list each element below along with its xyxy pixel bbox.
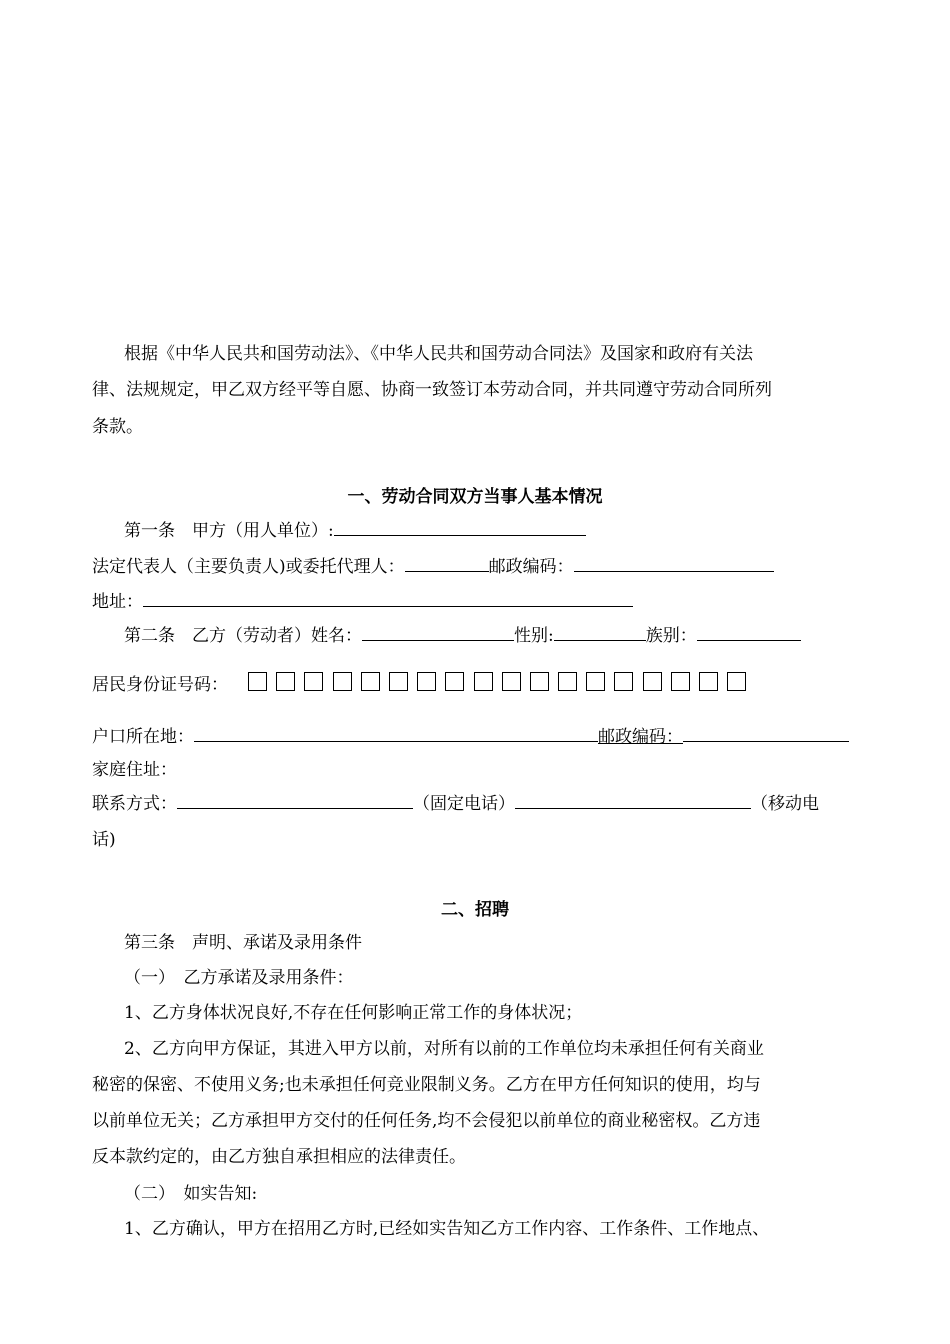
gender-label: 性别: <box>514 626 554 646</box>
contact-label: 联系方式： <box>92 794 177 814</box>
address-row <box>92 590 633 613</box>
id-digit-box[interactable] <box>474 672 493 691</box>
id-digit-box[interactable] <box>727 672 746 691</box>
item-2-line-3: 以前单位无关；乙方承担甲方交付的任何任务,均不会侵犯以前单位的商业秘密权。乙方违 <box>92 1111 761 1131</box>
id-digit-box[interactable] <box>417 672 436 691</box>
section-2-heading: 二、招聘 <box>441 900 509 920</box>
id-number-label: 居民身份证号码： <box>92 675 228 695</box>
mobile-phone-label: （移动电 <box>751 794 819 814</box>
postcode-2-blank[interactable] <box>683 725 849 742</box>
employee-name-blank[interactable] <box>362 624 514 641</box>
item-3: 1、乙方确认，甲方在招用乙方时,已经如实告知乙方工作内容、工作条件、工作地点、 <box>124 1219 770 1239</box>
article-2-label: 第二条 乙方（劳动者）姓名： <box>124 626 362 646</box>
id-digit-box[interactable] <box>586 672 605 691</box>
item-2-line-2: 秘密的保密、不使用义务;也未承担任何竞业限制义务。乙方在甲方任何知识的使用，均与 <box>92 1075 761 1095</box>
postcode-blank[interactable] <box>574 555 774 572</box>
article-1-label: 第一条 甲方（用人单位）: <box>124 521 334 541</box>
item-2-line-1: 2、乙方向甲方保证，其进入甲方以前，对所有以前的工作单位均未承担任何有关商业 <box>124 1039 764 1059</box>
id-digit-box[interactable] <box>558 672 577 691</box>
id-digit-box[interactable] <box>699 672 718 691</box>
section-1-heading: 一、劳动合同双方当事人基本情况 <box>347 487 603 507</box>
id-digit-box[interactable] <box>530 672 549 691</box>
hukou-blank[interactable] <box>194 725 598 742</box>
article-3: 第三条 声明、承诺及录用条件 <box>124 933 362 953</box>
legal-rep-blank[interactable] <box>405 555 489 572</box>
id-digit-box[interactable] <box>445 672 464 691</box>
id-digit-box[interactable] <box>643 672 662 691</box>
id-digit-box[interactable] <box>276 672 295 691</box>
address-label: 地址： <box>92 592 143 612</box>
id-digit-box[interactable] <box>614 672 633 691</box>
id-digit-box[interactable] <box>304 672 323 691</box>
legal-rep-row <box>92 555 774 578</box>
subsection-1: （一） 乙方承诺及录用条件： <box>124 968 354 988</box>
subsection-2: （二） 如实告知: <box>124 1184 258 1204</box>
id-digit-box[interactable] <box>248 672 267 691</box>
ethnicity-label: 族别： <box>645 626 697 646</box>
home-address-label: 家庭住址： <box>92 760 177 780</box>
id-digit-box[interactable] <box>671 672 690 691</box>
postcode-2-label: 邮政编码： <box>598 727 683 747</box>
intro-line-3: 条款。 <box>92 417 143 437</box>
mobile-phone-blank[interactable] <box>515 792 751 809</box>
contact-row <box>92 792 819 815</box>
id-number-boxes[interactable] <box>248 672 755 691</box>
intro-line-1: 根据《中华人民共和国劳动法》、《中华人民共和国劳动合同法》及国家和政府有关法 <box>124 344 753 364</box>
mobile-phone-label-cont: 话) <box>92 830 116 850</box>
intro-line-2: 律、法规规定，甲乙双方经平等自愿、协商一致签订本劳动合同，并共同遵守劳动合同所列 <box>92 380 772 400</box>
ethnicity-blank[interactable] <box>697 624 801 641</box>
gender-blank[interactable] <box>554 624 646 641</box>
id-digit-box[interactable] <box>502 672 521 691</box>
fixed-phone-blank[interactable] <box>177 792 413 809</box>
id-digit-box[interactable] <box>361 672 380 691</box>
hukou-label: 户口所在地： <box>92 727 194 747</box>
postcode-label: 邮政编码： <box>488 557 574 577</box>
address-blank[interactable] <box>143 590 633 607</box>
item-1: 1、乙方身体状况良好,不存在任何影响正常工作的身体状况； <box>124 1003 583 1023</box>
article-1-row <box>124 519 586 542</box>
id-digit-box[interactable] <box>389 672 408 691</box>
fixed-phone-label: （固定电话） <box>413 794 515 814</box>
id-digit-box[interactable] <box>333 672 352 691</box>
hukou-row <box>92 725 849 748</box>
item-2-line-4: 反本款约定的，由乙方独自承担相应的法律责任。 <box>92 1147 466 1167</box>
employer-name-blank[interactable] <box>334 519 586 536</box>
article-2-row <box>124 624 801 647</box>
legal-rep-label: 法定代表人（主要负责人)或委托代理人： <box>92 557 405 577</box>
